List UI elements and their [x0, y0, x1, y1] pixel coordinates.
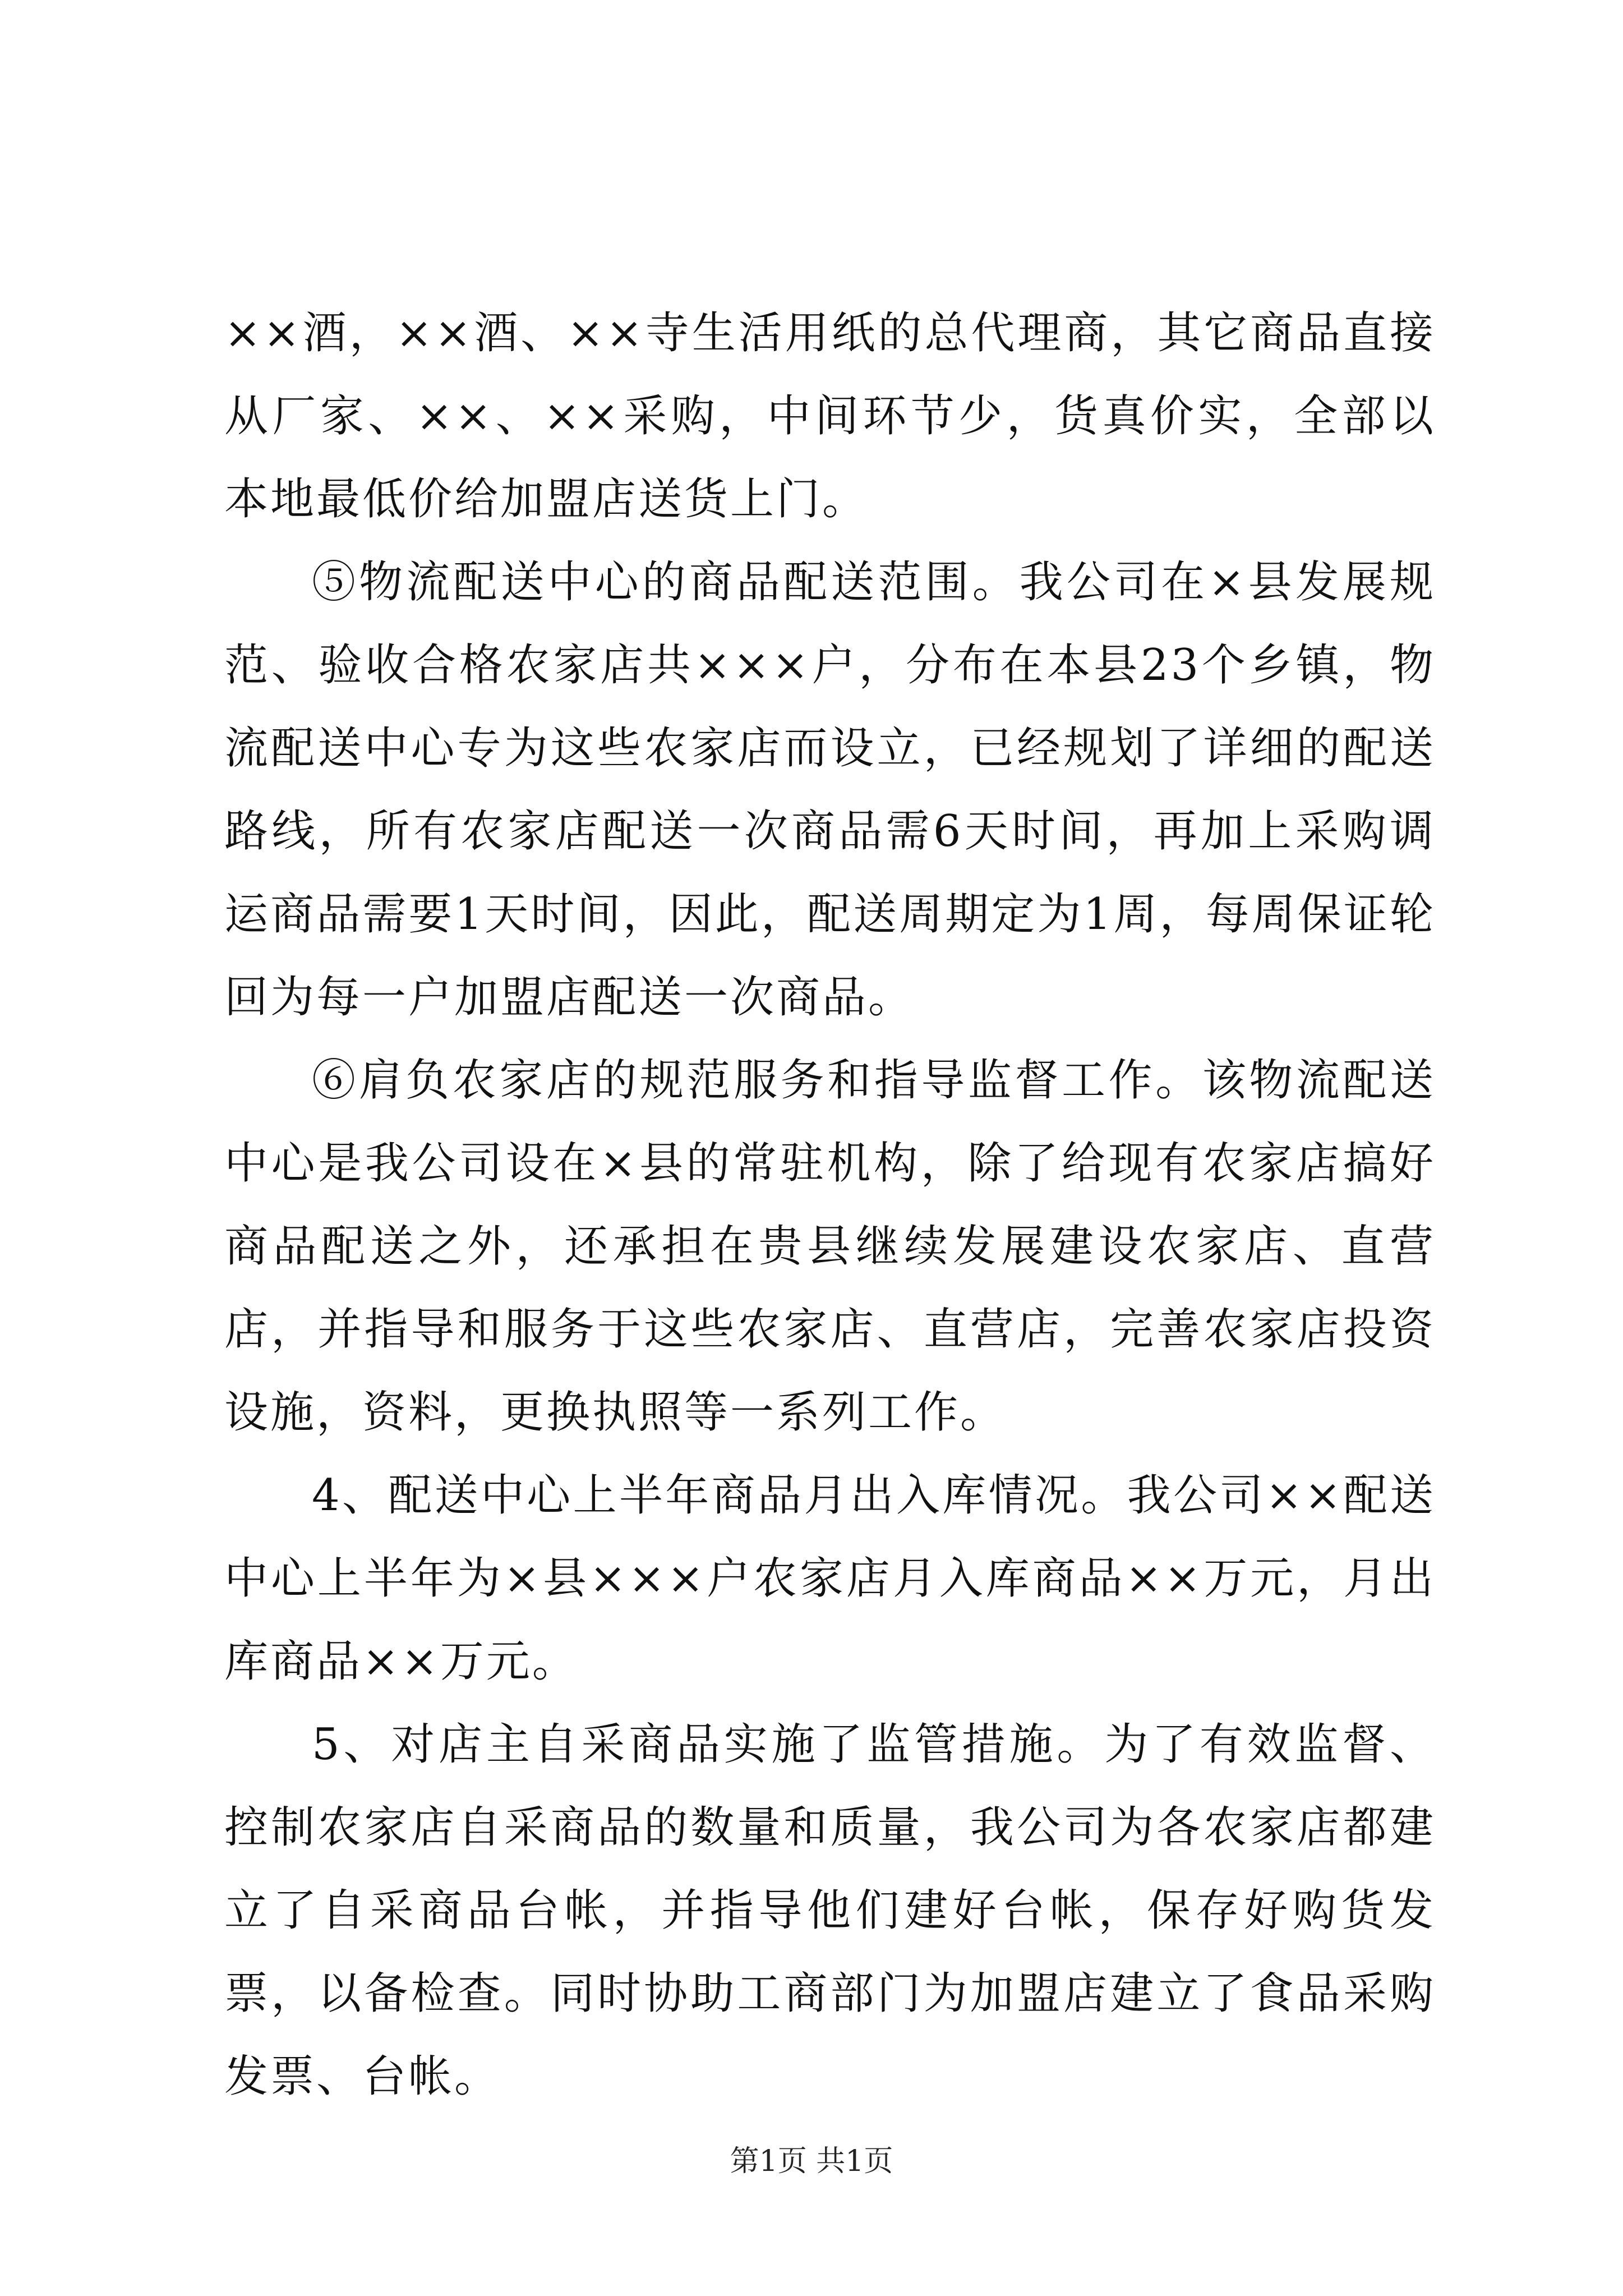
document-body — [224, 292, 1436, 2118]
paragraph-5: 5、对店主自采商品实施了监管措施。为了有效监督、控制农家店自采商品的数量和质量，我公司为各农家店都建立了自采商品台帐，并指导他们建好台帐，保存好购货发票，以备检查。同时协助工商部门为加盟店建立了食品采购发票、台帐。 — [224, 1719, 1436, 2102]
paragraph-3: ⑥肩负农家店的规范服务和指导监督工作。该物流配送中心是我公司设在×县的常驻机构，除了给现有农家店搞好商品配送之外，还承担在贵县继续发展建设农家店、直营店，并指导和服务于这些农家店、直营店，完善农家店投资设施，资料，更换执照等一系列工作。 — [224, 1055, 1436, 1438]
page-footer: 第1页 共1页 — [730, 2145, 893, 2178]
paragraph-2: ⑤物流配送中心的商品配送范围。我公司在×县发展规范、验收合格农家店共×××户，分布在本县23个乡镇，物流配送中心专为这些农家店而设立，已经规划了详细的配送路线，所有农家店配送一次商品需6天时间，再加上采购调运商品需要1天时间，因此，配送周期定为1周，每周保证轮回为每一户加盟店配送一次商品。 — [224, 557, 1436, 1023]
paragraph-1: ××酒，××酒、××寺生活用纸的总代理商，其它商品直接从厂家、××、××采购，中间环节少，货真价实，全部以本地最低价给加盟店送货上门。 — [224, 308, 1436, 524]
paragraph-4: 4、配送中心上半年商品月出入库情况。我公司××配送中心上半年为×县×××户农家店月入库商品××万元，月出库商品××万元。 — [224, 1470, 1436, 1687]
